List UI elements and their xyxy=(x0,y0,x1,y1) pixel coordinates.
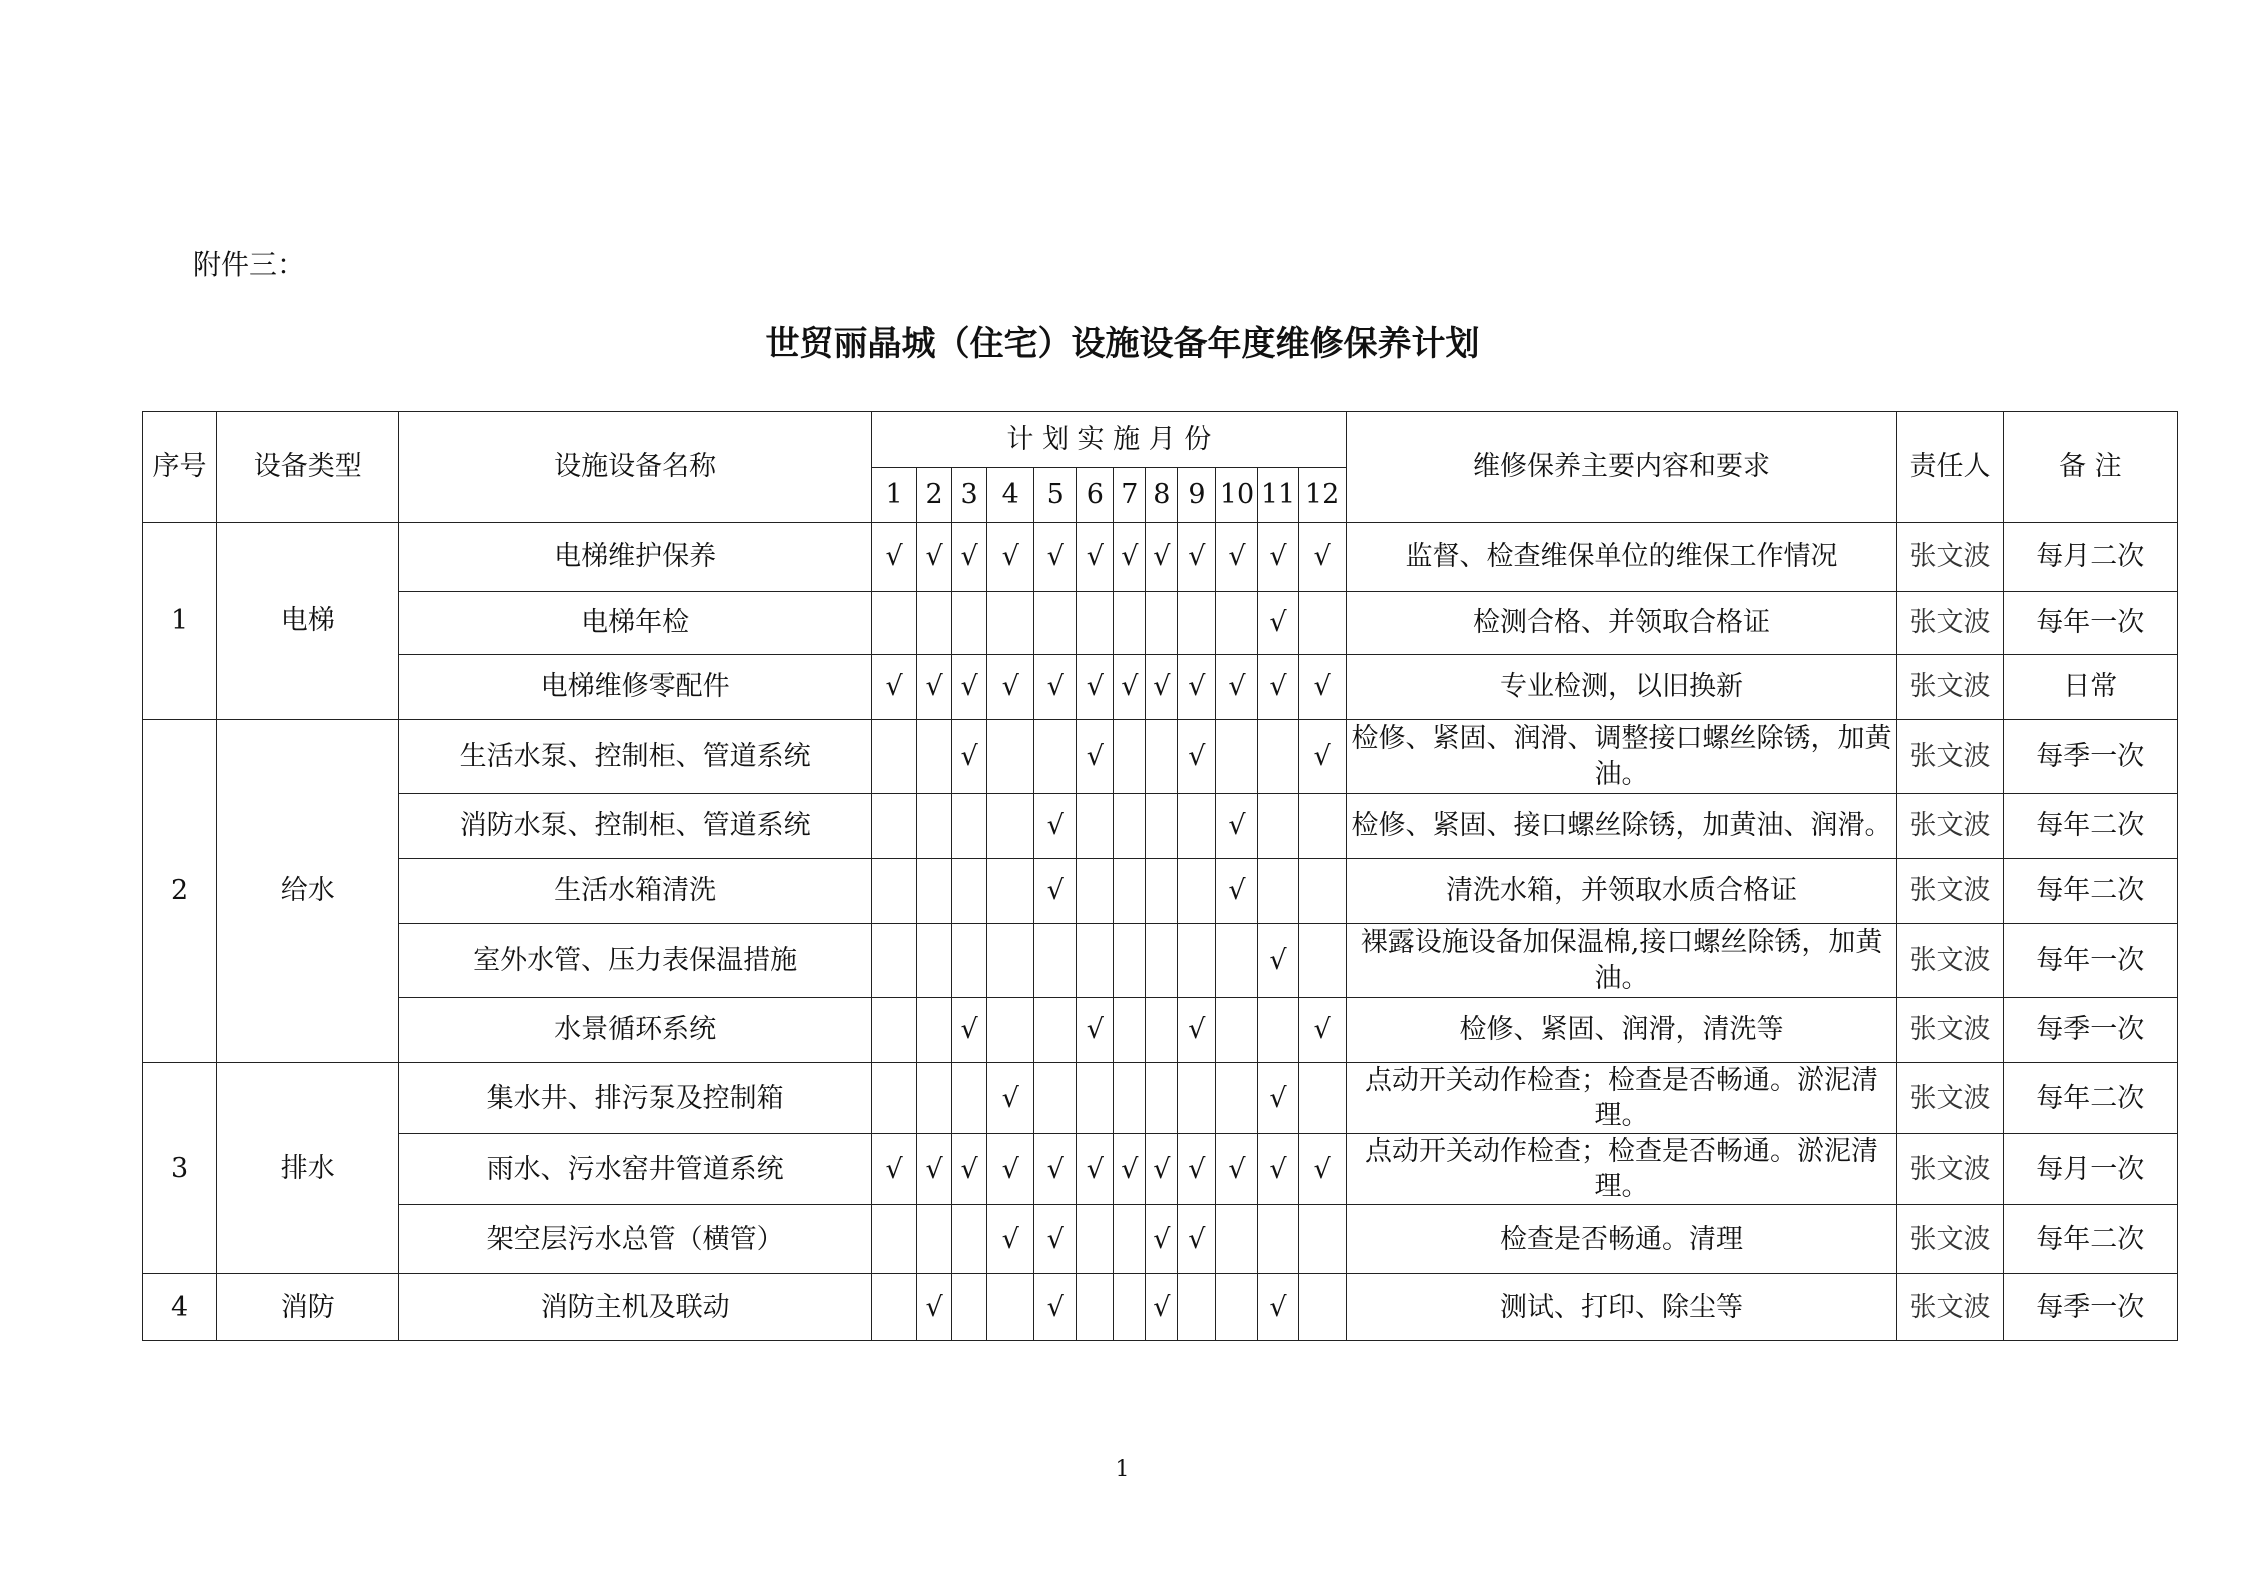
month-check-10: √ xyxy=(1216,523,1258,592)
table-row xyxy=(143,1274,2178,1341)
month-check-8: √ xyxy=(1146,1205,1178,1274)
table-row xyxy=(143,655,2178,720)
month-check-6 xyxy=(1077,794,1114,859)
facility-name: 生活水箱清洗 xyxy=(399,859,872,924)
month-check-12 xyxy=(1298,794,1346,859)
table-row xyxy=(143,1134,2178,1205)
table-row xyxy=(143,523,2178,592)
month-check-1 xyxy=(872,592,917,655)
facility-name: 电梯维护保养 xyxy=(399,523,872,592)
month-header-12: 12 xyxy=(1298,468,1346,523)
month-check-6 xyxy=(1077,859,1114,924)
month-check-8 xyxy=(1146,592,1178,655)
month-check-3 xyxy=(952,859,987,924)
month-header-8: 8 xyxy=(1146,468,1178,523)
month-header-10: 10 xyxy=(1216,468,1258,523)
month-check-1 xyxy=(872,720,917,794)
month-check-6: √ xyxy=(1077,720,1114,794)
responsible-person: 张文波 xyxy=(1897,859,2003,924)
month-check-2 xyxy=(917,998,952,1063)
month-check-4 xyxy=(987,1274,1034,1341)
remark: 每年二次 xyxy=(2003,1205,2177,1274)
month-check-10 xyxy=(1216,1205,1258,1274)
month-header-7: 7 xyxy=(1114,468,1146,523)
table-row xyxy=(143,794,2178,859)
month-check-2 xyxy=(917,1205,952,1274)
remark: 每季一次 xyxy=(2003,1274,2177,1341)
month-header-5: 5 xyxy=(1034,468,1077,523)
month-header-4: 4 xyxy=(987,468,1034,523)
responsible-person: 张文波 xyxy=(1897,794,2003,859)
month-check-11: √ xyxy=(1258,655,1298,720)
document-title: 世贸丽晶城（住宅）设施设备年度维修保养计划 xyxy=(765,324,1480,364)
month-check-5: √ xyxy=(1034,859,1077,924)
header-responsible: 责任人 xyxy=(1897,412,2003,523)
month-check-3 xyxy=(952,1205,987,1274)
responsible-person: 张文波 xyxy=(1897,1134,2003,1205)
facility-name: 架空层污水总管（横管） xyxy=(399,1205,872,1274)
attachment-label: 附件三： xyxy=(193,248,306,281)
remark: 每年二次 xyxy=(2003,794,2177,859)
page-number: 1 xyxy=(1115,1457,1130,1482)
month-check-3 xyxy=(952,1063,987,1134)
responsible-person: 张文波 xyxy=(1897,592,2003,655)
month-check-8: √ xyxy=(1146,523,1178,592)
month-check-2 xyxy=(917,924,952,998)
month-check-8 xyxy=(1146,998,1178,1063)
remark: 每年二次 xyxy=(2003,1063,2177,1134)
month-check-10 xyxy=(1216,924,1258,998)
facility-name: 电梯年检 xyxy=(399,592,872,655)
group-category: 电梯 xyxy=(217,523,399,720)
requirement-text: 检修、紧固、润滑，清洗等 xyxy=(1346,998,1897,1063)
header-name: 设施设备名称 xyxy=(399,412,872,523)
month-check-7 xyxy=(1114,1063,1146,1134)
month-check-8 xyxy=(1146,794,1178,859)
month-header-11: 11 xyxy=(1258,468,1298,523)
remark: 每月一次 xyxy=(2003,1134,2177,1205)
month-check-6 xyxy=(1077,1274,1114,1341)
table-row xyxy=(143,720,2178,794)
month-check-3 xyxy=(952,1274,987,1341)
month-check-10: √ xyxy=(1216,655,1258,720)
requirement-text: 点动开关动作检查；检查是否畅通。淤泥清理。 xyxy=(1346,1063,1897,1134)
month-check-1 xyxy=(872,1274,917,1341)
month-check-11: √ xyxy=(1258,1274,1298,1341)
month-header-3: 3 xyxy=(952,468,987,523)
month-check-4 xyxy=(987,592,1034,655)
requirement-text: 专业检测，以旧换新 xyxy=(1346,655,1897,720)
month-check-2: √ xyxy=(917,655,952,720)
month-check-5 xyxy=(1034,592,1077,655)
month-check-6 xyxy=(1077,592,1114,655)
responsible-person: 张文波 xyxy=(1897,1274,2003,1341)
responsible-person: 张文波 xyxy=(1897,924,2003,998)
month-check-9 xyxy=(1178,1063,1216,1134)
month-check-10 xyxy=(1216,720,1258,794)
month-check-11 xyxy=(1258,794,1298,859)
month-check-9 xyxy=(1178,924,1216,998)
month-check-1 xyxy=(872,794,917,859)
facility-name: 雨水、污水窑井管道系统 xyxy=(399,1134,872,1205)
facility-name: 集水井、排污泵及控制箱 xyxy=(399,1063,872,1134)
month-check-5 xyxy=(1034,924,1077,998)
month-check-10 xyxy=(1216,1063,1258,1134)
month-check-10: √ xyxy=(1216,794,1258,859)
month-check-9: √ xyxy=(1178,1205,1216,1274)
month-check-8 xyxy=(1146,1063,1178,1134)
month-check-12 xyxy=(1298,859,1346,924)
group-seq: 1 xyxy=(143,523,217,720)
group-category: 排水 xyxy=(217,1063,399,1274)
responsible-person: 张文波 xyxy=(1897,720,2003,794)
remark: 日常 xyxy=(2003,655,2177,720)
month-check-12: √ xyxy=(1298,655,1346,720)
group-category: 消防 xyxy=(217,1274,399,1341)
header-requirements: 维修保养主要内容和要求 xyxy=(1346,412,1897,523)
month-check-12: √ xyxy=(1298,1134,1346,1205)
month-check-10: √ xyxy=(1216,859,1258,924)
month-check-5: √ xyxy=(1034,1205,1077,1274)
month-check-6: √ xyxy=(1077,655,1114,720)
facility-name: 消防水泵、控制柜、管道系统 xyxy=(399,794,872,859)
month-check-4 xyxy=(987,924,1034,998)
month-header-6: 6 xyxy=(1077,468,1114,523)
month-check-2 xyxy=(917,592,952,655)
month-check-8: √ xyxy=(1146,1134,1178,1205)
month-check-11: √ xyxy=(1258,523,1298,592)
month-check-11 xyxy=(1258,1205,1298,1274)
facility-name: 水景循环系统 xyxy=(399,998,872,1063)
month-check-7 xyxy=(1114,924,1146,998)
responsible-person: 张文波 xyxy=(1897,655,2003,720)
month-check-11 xyxy=(1258,720,1298,794)
header-row xyxy=(143,412,2178,468)
month-check-9 xyxy=(1178,794,1216,859)
month-check-5: √ xyxy=(1034,1274,1077,1341)
group-seq: 3 xyxy=(143,1063,217,1274)
responsible-person: 张文波 xyxy=(1897,523,2003,592)
month-check-1: √ xyxy=(872,1134,917,1205)
group-category: 给水 xyxy=(217,720,399,1063)
table-row xyxy=(143,924,2178,998)
month-check-2 xyxy=(917,1063,952,1134)
table-row xyxy=(143,1205,2178,1274)
remark: 每月二次 xyxy=(2003,523,2177,592)
month-check-6: √ xyxy=(1077,523,1114,592)
month-check-5: √ xyxy=(1034,523,1077,592)
month-check-12: √ xyxy=(1298,998,1346,1063)
month-check-1 xyxy=(872,1063,917,1134)
requirement-text: 测试、打印、除尘等 xyxy=(1346,1274,1897,1341)
facility-name: 室外水管、压力表保温措施 xyxy=(399,924,872,998)
month-check-1: √ xyxy=(872,655,917,720)
month-check-7: √ xyxy=(1114,1134,1146,1205)
month-check-11 xyxy=(1258,998,1298,1063)
month-check-8 xyxy=(1146,720,1178,794)
month-check-8 xyxy=(1146,924,1178,998)
header-remarks: 备 注 xyxy=(2003,412,2177,523)
maintenance-plan-table xyxy=(142,411,2178,1341)
month-check-7 xyxy=(1114,592,1146,655)
month-check-10 xyxy=(1216,998,1258,1063)
month-check-7: √ xyxy=(1114,655,1146,720)
month-check-12 xyxy=(1298,1063,1346,1134)
responsible-person: 张文波 xyxy=(1897,998,2003,1063)
month-check-4 xyxy=(987,720,1034,794)
month-check-1 xyxy=(872,924,917,998)
header-seq: 序号 xyxy=(143,412,217,523)
month-check-7 xyxy=(1114,720,1146,794)
month-check-4: √ xyxy=(987,523,1034,592)
month-check-5: √ xyxy=(1034,655,1077,720)
month-check-9: √ xyxy=(1178,998,1216,1063)
month-check-12: √ xyxy=(1298,720,1346,794)
month-check-4: √ xyxy=(987,655,1034,720)
month-check-8: √ xyxy=(1146,1274,1178,1341)
month-check-5: √ xyxy=(1034,1134,1077,1205)
table-row xyxy=(143,998,2178,1063)
month-check-4 xyxy=(987,859,1034,924)
responsible-person: 张文波 xyxy=(1897,1205,2003,1274)
month-header-1: 1 xyxy=(872,468,917,523)
table-row xyxy=(143,859,2178,924)
month-check-11: √ xyxy=(1258,924,1298,998)
month-check-7 xyxy=(1114,998,1146,1063)
month-check-6 xyxy=(1077,1205,1114,1274)
remark: 每季一次 xyxy=(2003,998,2177,1063)
month-check-1 xyxy=(872,859,917,924)
month-check-3: √ xyxy=(952,1134,987,1205)
month-check-12 xyxy=(1298,1205,1346,1274)
group-seq: 4 xyxy=(143,1274,217,1341)
month-header-9: 9 xyxy=(1178,468,1216,523)
month-check-9: √ xyxy=(1178,655,1216,720)
month-check-12 xyxy=(1298,1274,1346,1341)
remark: 每年一次 xyxy=(2003,592,2177,655)
month-check-12: √ xyxy=(1298,523,1346,592)
month-check-7 xyxy=(1114,859,1146,924)
month-check-6 xyxy=(1077,924,1114,998)
remark: 每季一次 xyxy=(2003,720,2177,794)
header-category: 设备类型 xyxy=(217,412,399,523)
remark: 每年一次 xyxy=(2003,924,2177,998)
month-check-9 xyxy=(1178,1274,1216,1341)
month-check-7 xyxy=(1114,1205,1146,1274)
month-check-4 xyxy=(987,998,1034,1063)
month-check-5 xyxy=(1034,998,1077,1063)
month-check-9 xyxy=(1178,592,1216,655)
group-seq: 2 xyxy=(143,720,217,1063)
month-check-3: √ xyxy=(952,655,987,720)
month-check-3: √ xyxy=(952,523,987,592)
month-header-2: 2 xyxy=(917,468,952,523)
requirement-text: 裸露设施设备加保温棉,接口螺丝除锈，加黄油。 xyxy=(1346,924,1897,998)
requirement-text: 检测合格、并领取合格证 xyxy=(1346,592,1897,655)
month-check-6: √ xyxy=(1077,998,1114,1063)
month-check-11: √ xyxy=(1258,1134,1298,1205)
month-check-5 xyxy=(1034,720,1077,794)
month-check-1 xyxy=(872,1205,917,1274)
requirement-text: 检修、紧固、接口螺丝除锈，加黄油、润滑。 xyxy=(1346,794,1897,859)
month-check-5: √ xyxy=(1034,794,1077,859)
month-check-8: √ xyxy=(1146,655,1178,720)
responsible-person: 张文波 xyxy=(1897,1063,2003,1134)
requirement-text: 检修、紧固、润滑、调整接口螺丝除锈，加黄油。 xyxy=(1346,720,1897,794)
month-check-9 xyxy=(1178,859,1216,924)
month-check-7: √ xyxy=(1114,523,1146,592)
month-check-11 xyxy=(1258,859,1298,924)
remark: 每年二次 xyxy=(2003,859,2177,924)
facility-name: 消防主机及联动 xyxy=(399,1274,872,1341)
month-check-12 xyxy=(1298,592,1346,655)
month-check-2 xyxy=(917,794,952,859)
month-check-3 xyxy=(952,794,987,859)
month-check-5 xyxy=(1034,1063,1077,1134)
month-check-3 xyxy=(952,924,987,998)
month-check-2: √ xyxy=(917,1134,952,1205)
month-check-4 xyxy=(987,794,1034,859)
month-check-12 xyxy=(1298,924,1346,998)
month-check-3 xyxy=(952,592,987,655)
month-check-11: √ xyxy=(1258,1063,1298,1134)
month-check-10 xyxy=(1216,592,1258,655)
month-check-8 xyxy=(1146,859,1178,924)
facility-name: 电梯维修零配件 xyxy=(399,655,872,720)
month-check-2: √ xyxy=(917,523,952,592)
month-check-3: √ xyxy=(952,720,987,794)
month-check-1 xyxy=(872,998,917,1063)
month-check-3: √ xyxy=(952,998,987,1063)
month-check-2 xyxy=(917,859,952,924)
facility-name: 生活水泵、控制柜、管道系统 xyxy=(399,720,872,794)
month-check-4: √ xyxy=(987,1134,1034,1205)
table-row xyxy=(143,592,2178,655)
month-check-7 xyxy=(1114,1274,1146,1341)
month-check-9: √ xyxy=(1178,523,1216,592)
requirement-text: 检查是否畅通。清理 xyxy=(1346,1205,1897,1274)
month-check-2 xyxy=(917,720,952,794)
month-check-7 xyxy=(1114,794,1146,859)
month-check-10 xyxy=(1216,1274,1258,1341)
month-check-11: √ xyxy=(1258,592,1298,655)
table-body xyxy=(143,412,2178,1341)
requirement-text: 点动开关动作检查；检查是否畅通。淤泥清理。 xyxy=(1346,1134,1897,1205)
month-check-9: √ xyxy=(1178,720,1216,794)
month-check-4: √ xyxy=(987,1205,1034,1274)
month-check-2: √ xyxy=(917,1274,952,1341)
requirement-text: 清洗水箱，并领取水质合格证 xyxy=(1346,859,1897,924)
month-check-6: √ xyxy=(1077,1134,1114,1205)
month-check-1: √ xyxy=(872,523,917,592)
table-row xyxy=(143,1063,2178,1134)
requirement-text: 监督、检查维保单位的维保工作情况 xyxy=(1346,523,1897,592)
month-check-6 xyxy=(1077,1063,1114,1134)
month-check-9: √ xyxy=(1178,1134,1216,1205)
month-check-4: √ xyxy=(987,1063,1034,1134)
month-check-10: √ xyxy=(1216,1134,1258,1205)
header-months-group: 计 划 实 施 月 份 xyxy=(872,412,1347,468)
